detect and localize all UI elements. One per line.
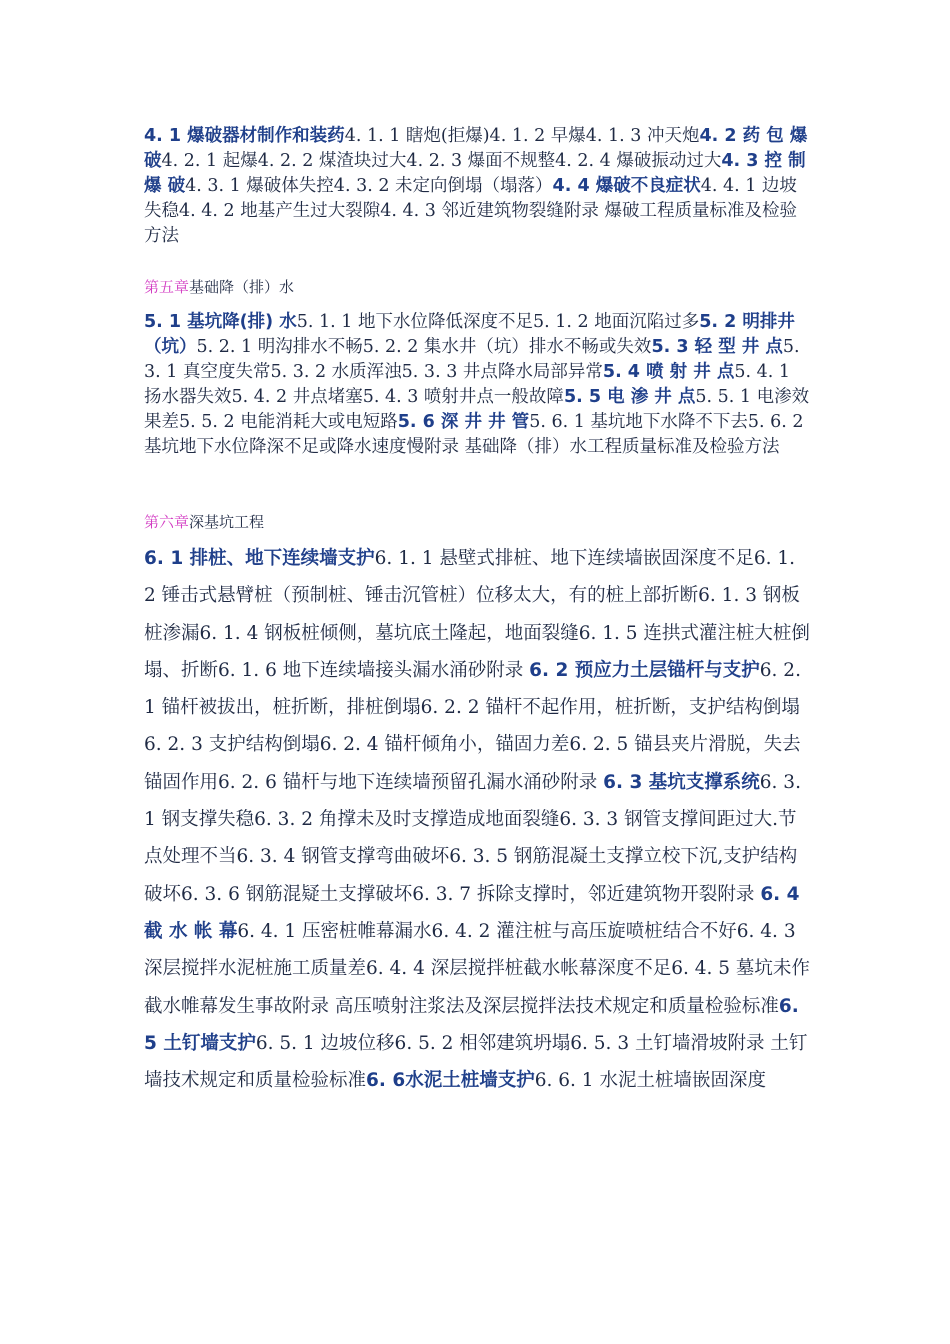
item-text: 5. 4. 1 扬水器失效5. 4. 2 井点堵塞5. 4. 3 喷射井点一般故障: [144, 362, 791, 407]
section-6-paragraph: [144, 540, 810, 1099]
chapter-number: 第六章: [144, 513, 190, 531]
item-text: 4. 4. 1 边坡失稳4. 4. 2 地基产生过大裂隙4. 4. 3 邻近建筑物裂缝附录 爆破工程质量标准及检验方法: [144, 176, 797, 246]
section-heading: 5. 3 轻 型 井 点: [651, 337, 783, 357]
section-heading: 5. 1 基坑降(排) 水: [144, 312, 297, 332]
item-text: 4. 3. 1 爆破体失控4. 3. 2 未定向倒塌（塌落）: [185, 176, 553, 196]
item-text: 5. 2. 1 明沟排水不畅5. 2. 2 集水井（坑）排水不畅或失效: [196, 337, 652, 357]
item-text: 6. 5. 1 边坡位移6. 5. 2 相邻建筑坍塌6. 5. 3 土钉墙滑坡附录 土钉墙技术规定和质量检验标准: [144, 1032, 808, 1092]
section-heading: 5. 4 喷 射 井 点: [602, 362, 735, 382]
chapter-title: 深基坑工程: [189, 513, 265, 531]
item-text: 5. 6. 1 基坑地下水降不下去5. 6. 2 基坑地下水位降深不足或降水速度慢附录 基础降（排）水工程质量标准及检验方法: [144, 412, 804, 457]
section-heading: 6. 5 土钉墙支护: [144, 995, 799, 1054]
section-heading: 6. 1 排桩、地下连续墙支护: [144, 548, 375, 569]
section-heading: 6. 3 基坑支撑系统: [603, 771, 760, 793]
section-heading: 5. 5 电 渗 井 点: [563, 387, 696, 407]
chapter-5-heading: [144, 276, 294, 297]
section-heading: 6. 2 预应力土层锚杆与支护: [529, 659, 760, 681]
section-heading: 6. 6水泥土桩墙支护: [366, 1070, 535, 1092]
chapter-title: 基础降（排）水: [189, 278, 295, 296]
item-text: 6. 4. 1 压密桩帷幕漏水6. 4. 2 灌注桩与高压旋喷桩结合不好6. 4. 3 深层搅拌水泥桩施工质量差6. 4. 4 深层搅拌桩截水帐幕深度不足6. 4. 5 墓坑未作截水帷幕发生事故附录 高压喷射注浆法及深层搅拌法技术规定和质量检验标准: [144, 920, 810, 1017]
item-text: 6. 3. 1 钢支撑失稳6. 3. 2 角撑未及时支撑造成地面裂缝6. 3. 3 钢管支撑间距过大.节点处理不当6. 3. 4 钢管支撑弯曲破坏6. 3. 5 钢筋混凝土支撑立校下沉,支护结构破坏6. 3. 6 钢筋混疑土支撑破坏6. 3. 7 拆除支撑时，邻近建筑物开裂附录: [144, 771, 801, 905]
chapter-6-heading: [144, 511, 264, 532]
item-text: 6. 2. 1 锚杆被拔出，桩折断，排桩倒塌6. 2. 2 锚杆不起作用，桩折断，支护结构倒塌6. 2. 3 支护结构倒塌6. 2. 4 锚杆倾角小，锚固力差6. 2. 5 锚县夹片滑脱，失去锚固作用6. 2. 6 锚杆与地下连续墙预留孔漏水涌砂附录: [144, 659, 801, 793]
item-text: 4. 2. 1 起爆4. 2. 2 煤渣块过大4. 2. 3 爆面不规整4. 2. 4 爆破振动过大: [161, 151, 722, 171]
item-text: 4. 1. 1 瞎炮(拒爆)4. 1. 2 早爆4. 1. 3 冲天炮: [344, 126, 700, 146]
item-text: 5. 5. 1 电渗效果差5. 5. 2 电能消耗大或电短路: [144, 387, 810, 432]
section-5-paragraph: [144, 310, 810, 460]
section-heading: 4. 3 控 制 爆 破: [144, 151, 806, 196]
section-heading: 5. 6 深 井 井 管: [397, 412, 530, 432]
item-text: 6. 6. 1 水泥土桩墙嵌固深度: [534, 1070, 766, 1092]
section-heading: 6. 4 截 水 帐 幕: [144, 883, 800, 942]
section-heading: 4. 4 爆破不良症状: [552, 176, 701, 196]
section-heading: 5. 2 明排井（坑）: [144, 312, 795, 357]
item-text: 5. 3. 1 真空度失常5. 3. 2 水质浑浊5. 3. 3 井点降水局部异常: [144, 337, 800, 382]
section-4-paragraph: [144, 124, 810, 249]
item-text: 6. 1. 1 悬壁式排桩、地下连续墙嵌固深度不足6. 1. 2 锤击式悬臂桩（预制桩、锤击沉管桩）位移太大，有的桩上部折断6. 1. 3 钢板桩渗漏6. 1. 4 钢板桩倾侧，墓坑底土隆起，地面裂缝6. 1. 5 连拱式灌注桩大桩倒塌、折断6. 1. 6 地下连续墙接头漏水涌砂附录: [144, 548, 810, 681]
chapter-number: 第五章: [144, 278, 190, 296]
section-heading: 4. 1 爆破器材制作和装药: [144, 126, 345, 146]
section-heading: 4. 2 药 包 爆 破: [144, 126, 808, 171]
item-text: 5. 1. 1 地下水位降低深度不足5. 1. 2 地面沉陷过多: [296, 312, 700, 332]
